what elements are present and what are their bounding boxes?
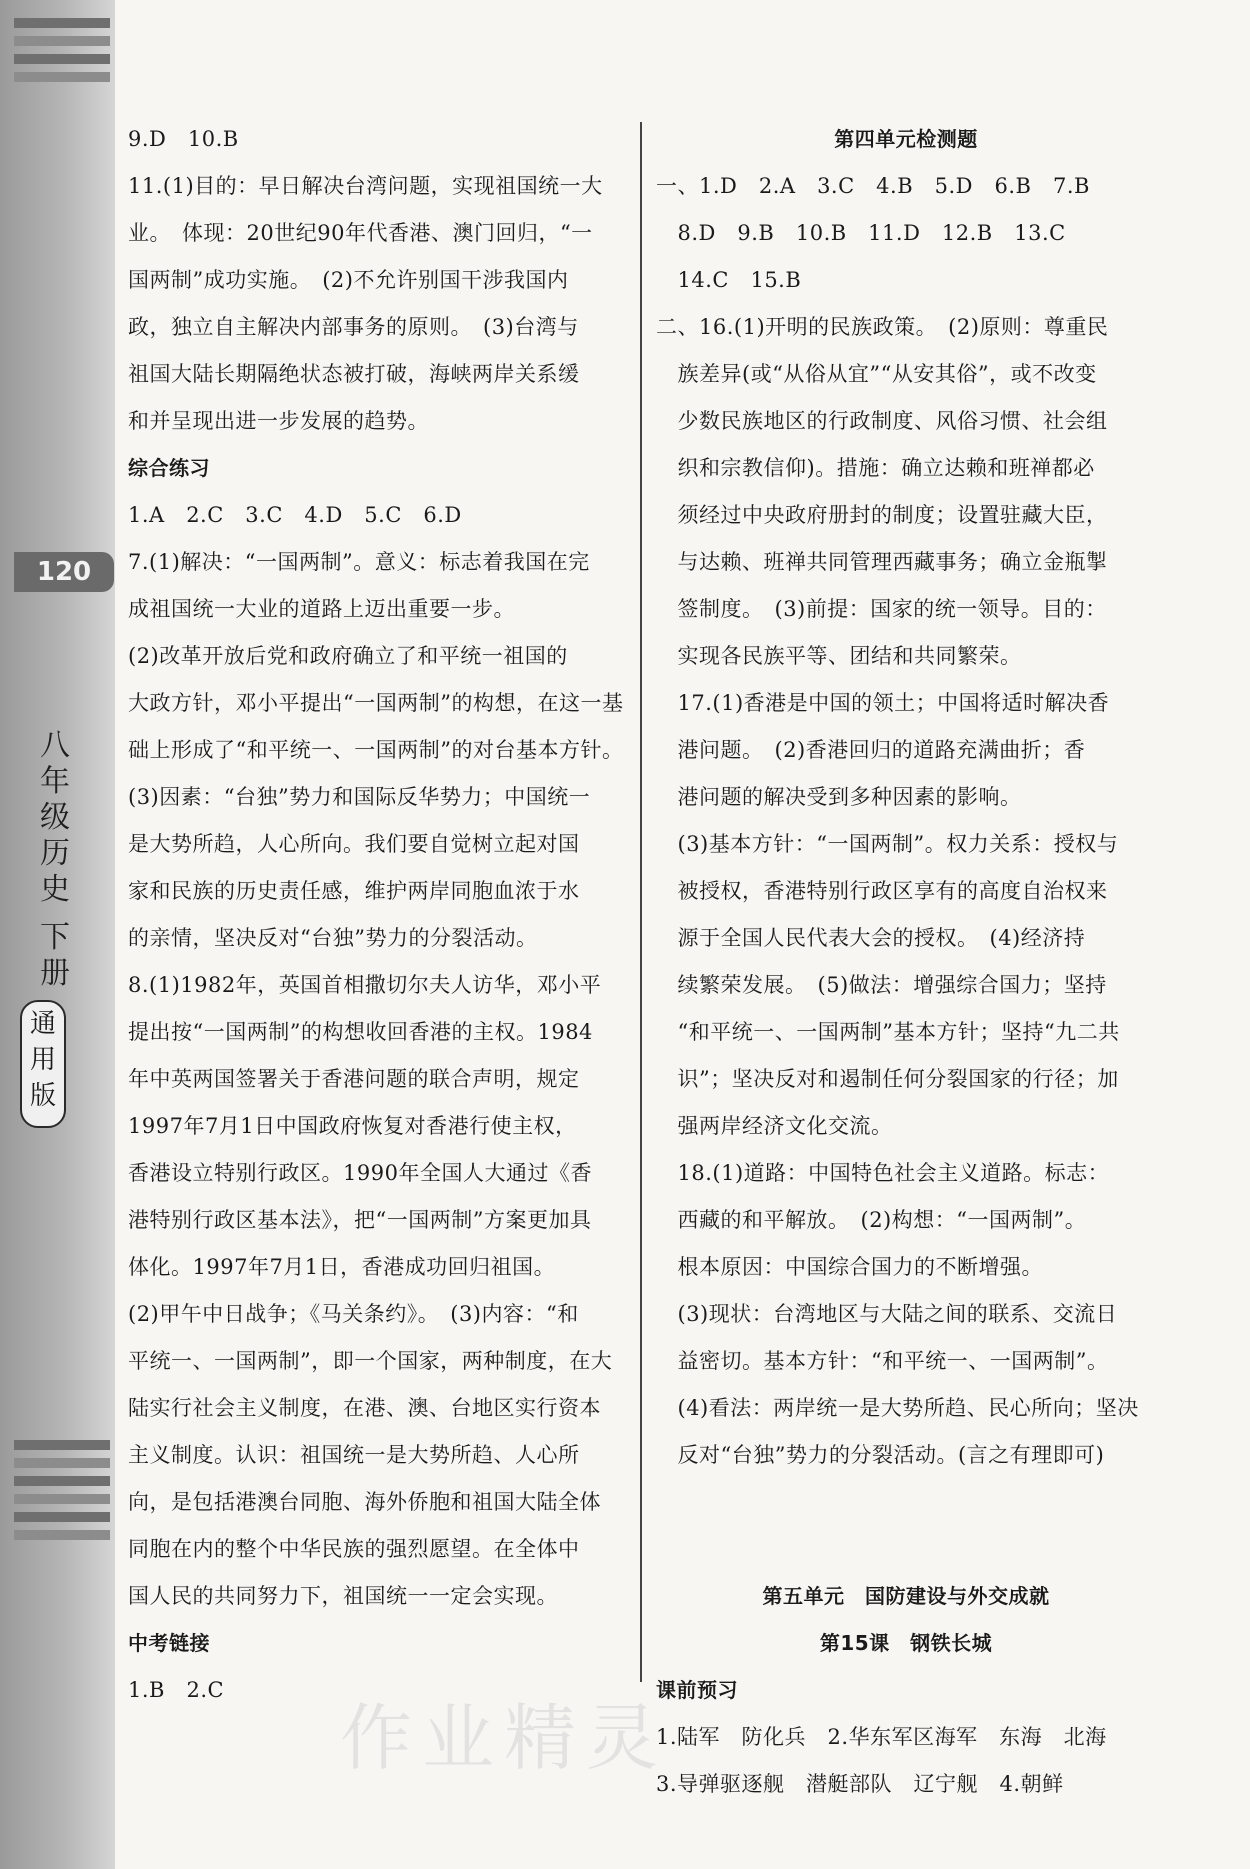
- stripe: [14, 1458, 110, 1468]
- text-line: (2)改革开放后党和政府确立了和平统一祖国的: [128, 644, 568, 668]
- book-title-char: 八: [40, 728, 70, 763]
- text-line: 强两岸经济文化交流。: [656, 1114, 893, 1138]
- page-number: 120: [14, 552, 114, 592]
- watermark: 作业精灵: [340, 1696, 669, 1780]
- text-line: 7.(1)解决：“一国两制”。意义：标志着我国在完: [128, 550, 590, 574]
- stripe: [14, 54, 110, 64]
- stripe: [14, 1476, 110, 1486]
- text-line: 家和民族的历史责任感，维护两岸同胞血浓于水: [128, 879, 580, 903]
- text-line: 西藏的和平解放。 (2)构想：“一国两制”。: [656, 1208, 1087, 1232]
- text-line: 18.(1)道路：中国特色社会主义道路。标志：: [656, 1161, 1110, 1185]
- text-line: 1.A 2.C 3.C 4.D 5.C 6.D: [128, 503, 462, 527]
- edition-char: 通: [29, 1009, 56, 1039]
- text-line: (4)看法：两岸统一是大势所趋、民心所向；坚决: [656, 1396, 1139, 1420]
- stripe: [14, 36, 110, 46]
- stripe: [14, 1440, 110, 1450]
- text-line: 识”；坚决反对和遏制任何分裂国家的行径；加: [656, 1067, 1119, 1091]
- text-line: (3)因素：“台独”势力和国际反华势力；中国统一: [128, 785, 591, 809]
- stripe: [14, 1494, 110, 1504]
- text-line: (3)现状：台湾地区与大陆之间的联系、交流日: [656, 1302, 1118, 1326]
- stripe: [14, 1512, 110, 1522]
- text-line: 港问题的解决受到多种因素的影响。: [656, 785, 1022, 809]
- book-title-char: 册: [40, 956, 70, 991]
- edition-char: 版: [29, 1081, 56, 1111]
- section-heading: 中考链接: [128, 1631, 210, 1655]
- text-line: 续繁荣发展。 (5)做法：增强综合国力；坚持: [656, 973, 1107, 997]
- book-title-char: 史: [40, 872, 70, 907]
- book-title-char: 级: [40, 800, 70, 835]
- edition-badge: [20, 1000, 66, 1128]
- text-line: 少数民族地区的行政制度、风俗习惯、社会组: [656, 409, 1108, 433]
- stripe: [14, 1530, 110, 1540]
- text-line: 签制度。 (3)前提：国家的统一领导。目的：: [656, 597, 1107, 621]
- spacer: [656, 1479, 1156, 1526]
- text-line: 和并呈现出进一步发展的趋势。: [128, 409, 429, 433]
- text-line: 实现各民族平等、团结和共同繁荣。: [656, 644, 1022, 668]
- text-line: 政，独立自主解决内部事务的原则。 (3)台湾与: [128, 315, 579, 339]
- text-line: 础上形成了“和平统一、一国两制”的对台基本方针。: [128, 738, 624, 762]
- text-line: 同胞在内的整个中华民族的强烈愿望。在全体中: [128, 1537, 580, 1561]
- text-line: (3)基本方针：“一国两制”。权力关系：授权与: [656, 832, 1119, 856]
- text-line: 须经过中央政府册封的制度；设置驻藏大臣，: [656, 503, 1108, 527]
- spacer: [656, 1526, 1156, 1573]
- text-line: 1.B 2.C: [128, 1678, 225, 1702]
- text-line: 织和宗教信仰)。措施：确立达赖和班禅都必: [656, 456, 1095, 480]
- unit-title: 第四单元检测题: [834, 127, 978, 151]
- text-line: 17.(1)香港是中国的领土；中国将适时解决香: [656, 691, 1110, 715]
- text-line: 大政方针，邓小平提出“一国两制”的构想，在这一基: [128, 691, 624, 715]
- section-heading: 综合练习: [128, 456, 210, 480]
- unit-title: 第15课 钢铁长城: [819, 1631, 993, 1655]
- right-column: [656, 116, 1156, 1808]
- text-line: 陆实行社会主义制度，在港、澳、台地区实行资本: [128, 1396, 601, 1420]
- text-line: 业。 体现：20世纪90年代香港、澳门回归，“一: [128, 221, 593, 245]
- book-title-char: 下: [40, 920, 70, 955]
- text-line: 香港设立特别行政区。1990年全国人大通过《香: [128, 1161, 592, 1185]
- edition-char: 用: [29, 1045, 56, 1075]
- text-line: 年中英两国签署关于香港问题的联合声明，规定: [128, 1067, 580, 1091]
- stripe: [14, 18, 110, 28]
- text-line: (2)甲午中日战争；《马关条约》。 (3)内容：“和: [128, 1302, 579, 1326]
- text-line: 是大势所趋，人心所向。我们要自觉树立起对国: [128, 832, 580, 856]
- text-line: 主义制度。认识：祖国统一是大势所趋、人心所: [128, 1443, 580, 1467]
- left-column: [128, 116, 640, 1714]
- text-line: 国两制”成功实施。 (2)不允许别国干涉我国内: [128, 268, 569, 292]
- book-title-char: 年: [40, 764, 70, 799]
- book-title-char: 历: [40, 836, 70, 871]
- text-line: 的亲情，坚决反对“台独”势力的分裂活动。: [128, 926, 538, 950]
- text-line: 祖国大陆长期隔绝状态被打破，海峡两岸关系缓: [128, 362, 580, 386]
- text-line: 8.(1)1982年，英国首相撒切尔夫人访华，邓小平: [128, 973, 602, 997]
- text-line: 14.C 15.B: [656, 268, 802, 292]
- text-line: 源于全国人民代表大会的授权。 (4)经济持: [656, 926, 1086, 950]
- text-line: 提出按“一国两制”的构想收回香港的主权。1984: [128, 1020, 593, 1044]
- text-line: 3.导弹驱逐舰 潜艇部队 辽宁舰 4.朝鲜: [656, 1772, 1064, 1796]
- text-line: 体化。1997年7月1日，香港成功回归祖国。: [128, 1255, 556, 1279]
- text-line: 二、16.(1)开明的民族政策。 (2)原则：尊重民: [656, 315, 1109, 339]
- text-line: 8.D 9.B 10.B 11.D 12.B 13.C: [656, 221, 1066, 245]
- text-line: 9.D 10.B: [128, 127, 239, 151]
- section-heading: 课前预习: [656, 1678, 738, 1702]
- text-line: 1.陆军 防化兵 2.华东军区海军 东海 北海: [656, 1725, 1107, 1749]
- text-line: 被授权，香港特别行政区享有的高度自治权来: [656, 879, 1108, 903]
- text-line: 反对“台独”势力的分裂活动。(言之有理即可): [656, 1443, 1105, 1467]
- text-line: 根本原因：中国综合国力的不断增强。: [656, 1255, 1043, 1279]
- unit-title: 第五单元 国防建设与外交成就: [762, 1584, 1050, 1608]
- text-line: 平统一、一国两制”，即一个国家，两种制度，在大: [128, 1349, 613, 1373]
- text-line: 向，是包括港澳台同胞、海外侨胞和祖国大陆全体: [128, 1490, 601, 1514]
- text-line: 与达赖、班禅共同管理西藏事务；确立金瓶掣: [656, 550, 1108, 574]
- text-line: 族差异(或“从俗从宜”“从安其俗”，或不改变: [656, 362, 1097, 386]
- text-line: 国人民的共同努力下，祖国统一一定会实现。: [128, 1584, 558, 1608]
- text-line: 成祖国统一大业的道路上迈出重要一步。: [128, 597, 515, 621]
- stripe: [14, 72, 110, 82]
- text-line: 港特别行政区基本法》，把“一国两制”方案更加具: [128, 1208, 592, 1232]
- text-line: 1997年7月1日中国政府恢复对香港行使主权，: [128, 1114, 577, 1138]
- text-line: “和平统一、一国两制”基本方针；坚持“九二共: [656, 1020, 1120, 1044]
- column-divider: [640, 122, 642, 1682]
- text-line: 11.(1)目的：早日解决台湾问题，实现祖国统一大: [128, 174, 603, 198]
- text-line: 港问题。 (2)香港回归的道路充满曲折；香: [656, 738, 1086, 762]
- text-line: 益密切。基本方针：“和平统一、一国两制”。: [656, 1349, 1109, 1373]
- text-line: 一、1.D 2.A 3.C 4.B 5.D 6.B 7.B: [656, 174, 1090, 198]
- book-title: [30, 728, 80, 992]
